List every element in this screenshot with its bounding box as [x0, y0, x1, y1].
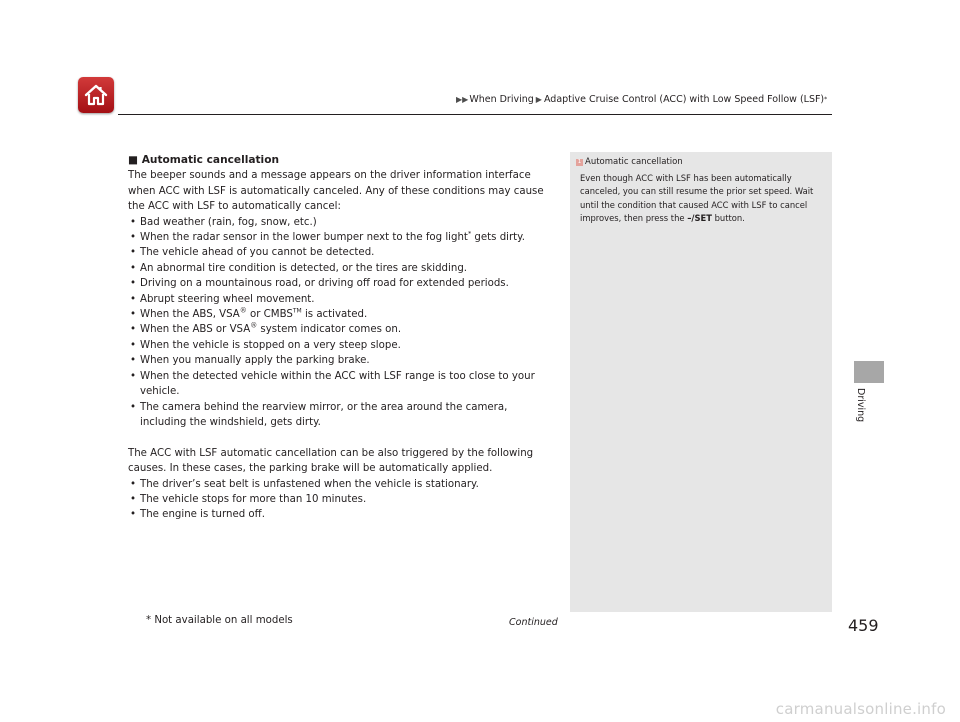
- list-item: • When the radar sensor in the lower bumper next to the fog light* gets dirty.: [128, 230, 556, 245]
- breadcrumb-section[interactable]: When Driving: [469, 94, 534, 105]
- footnote-asterisk[interactable]: *: [467, 229, 472, 238]
- side-note-title: Automatic cancellation: [585, 157, 683, 167]
- list-item: • Driving on a mountainous road, or driving off road for extended periods.: [128, 276, 556, 291]
- causes-list: [128, 477, 556, 523]
- footnote: * Not available on all models: [146, 615, 293, 626]
- intro-paragraph: The beeper sounds and a message appears on the driver information interface when ACC with LSF is automatically canceled. Any of these conditions may cause the ACC with LSF to automatically cancel:: [128, 170, 544, 213]
- list-item: • When you manually apply the parking brake.: [128, 353, 556, 368]
- list-item: • Abrupt steering wheel movement.: [128, 292, 556, 307]
- home-button[interactable]: [78, 77, 114, 113]
- list-item: • The vehicle ahead of you cannot be detected.: [128, 245, 556, 260]
- list-item: • Bad weather (rain, fog, snow, etc.): [128, 215, 556, 230]
- list-item: • The vehicle stops for more than 10 minutes.: [128, 492, 556, 507]
- watermark: carmanualsonline.info: [775, 700, 946, 718]
- section-tab-label: Driving: [855, 388, 866, 423]
- list-item: • When the detected vehicle within the ACC with LSF range is too close to your vehicle.: [128, 369, 556, 400]
- breadcrumb-topic[interactable]: Adaptive Cruise Control (ACC) with Low Speed Follow (LSF): [543, 94, 825, 105]
- list-item: • The engine is turned off.: [128, 507, 556, 522]
- side-note-panel: [570, 152, 832, 612]
- side-note-header: [576, 157, 832, 167]
- heading-marker: ■: [128, 154, 139, 166]
- second-paragraph: The ACC with LSF automatic cancellation can be also triggered by the following causes. In these cases, the parking brake will be automatically applied.: [128, 447, 534, 475]
- list-item: • When the ABS or VSA® system indicator comes on.: [128, 322, 556, 337]
- main-content: [128, 153, 556, 523]
- chevron-right-icon: ▶: [535, 95, 542, 104]
- chevron-right-icon: ▶▶: [456, 95, 469, 104]
- conditions-list: [128, 215, 556, 431]
- continued-label: Continued: [509, 617, 558, 628]
- set-button-label: –/SET: [687, 213, 712, 224]
- breadcrumb: [456, 94, 827, 105]
- heading-text: Automatic cancellation: [141, 154, 280, 166]
- list-item: • The driver’s seat belt is unfastened when the vehicle is stationary.: [128, 477, 556, 492]
- list-item: • When the vehicle is stopped on a very steep slope.: [128, 338, 556, 353]
- section-heading: [128, 153, 556, 168]
- home-icon: [83, 83, 109, 107]
- header-divider: [118, 114, 832, 115]
- note-badge-icon: 1: [577, 159, 582, 165]
- page-number: 459: [848, 616, 879, 635]
- side-note-body: Even though ACC with LSF has been automatically canceled, you can still resume the prior set speed. Wait until the condition that caused ACC with LSF to cancel improves, then press the –/SET button.: [580, 173, 814, 224]
- list-item: • An abnormal tire condition is detected, or the tires are skidding.: [128, 261, 556, 276]
- list-item: • When the ABS, VSA® or CMBS™ is activated.: [128, 307, 556, 322]
- section-tab[interactable]: [854, 361, 884, 383]
- breadcrumb-asterisk: *: [824, 96, 828, 103]
- list-item: • The camera behind the rearview mirror, or the area around the camera, including the windshield, gets dirty.: [128, 400, 556, 431]
